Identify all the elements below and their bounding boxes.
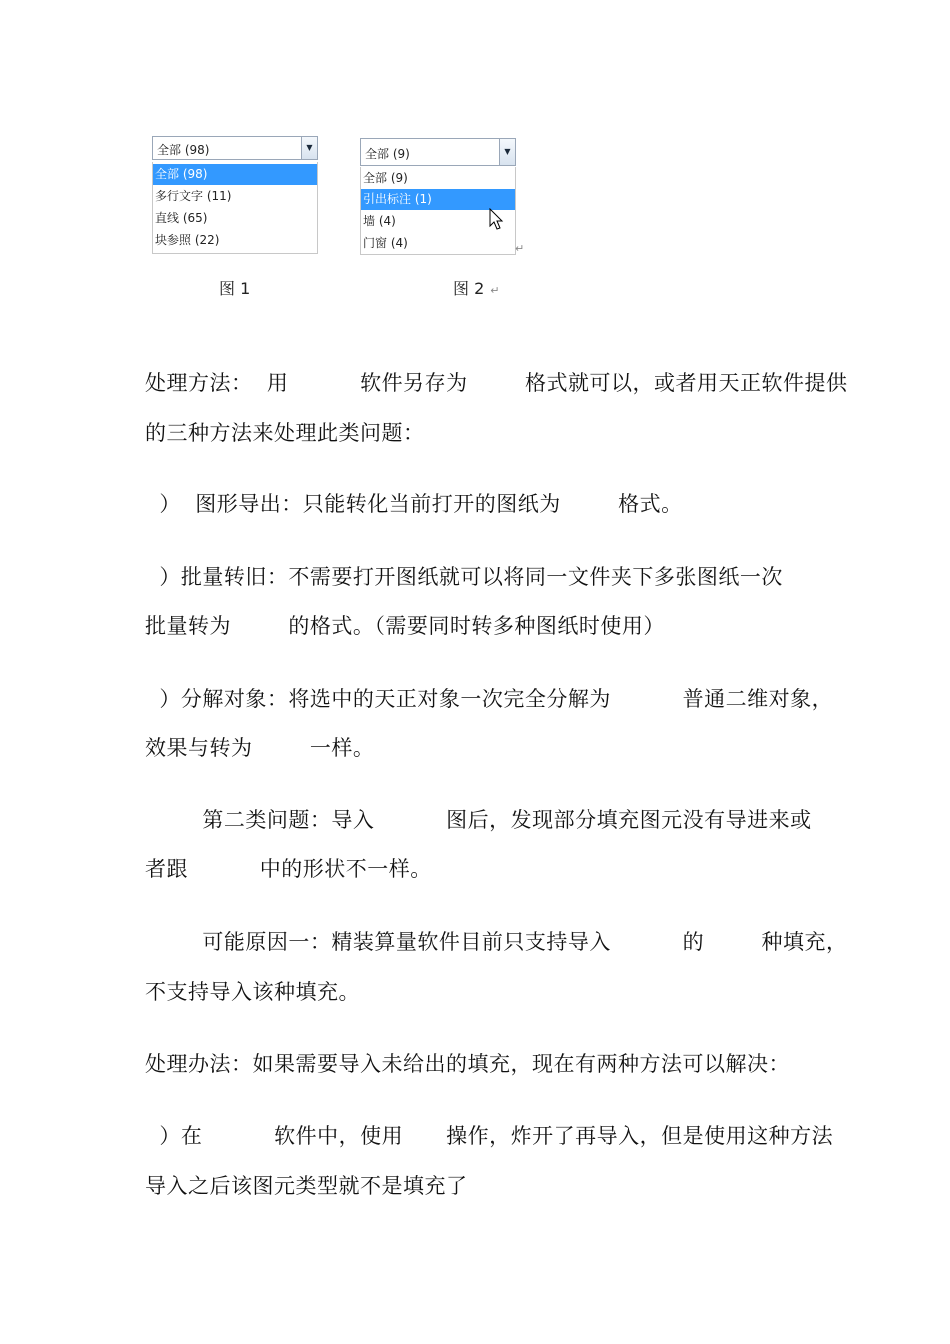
figure-2-option[interactable]: 墙 (4) [363, 214, 396, 228]
figure-2-option[interactable]: 全部 (9) [363, 171, 408, 185]
figure-1-combo-value: 全部 (98) [157, 143, 210, 157]
figure-1-option[interactable]: 全部 (98) [153, 164, 317, 185]
body-line: 者跟 中的形状不一样。 [145, 857, 432, 881]
figure-2-caption [453, 276, 500, 299]
figure-2-option[interactable]: 引出标注 (1) [361, 189, 515, 210]
body-line: 的三种方法来处理此类问题： [145, 421, 425, 445]
figure-2-combo-value: 全部 (9) [365, 147, 410, 161]
body-line: 效果与转为 一样。 [145, 736, 375, 760]
body-line: ）批量转旧：不需要打开图纸就可以将同一文件夹下多张图纸一次 [145, 565, 783, 589]
figure-2-option[interactable]: 门窗 (4) [363, 236, 408, 250]
body-line: 不支持导入该种填充。 [145, 980, 360, 1004]
body-line: ）在 软件中，使用 操作，炸开了再导入，但是使用这种方法 [145, 1124, 834, 1148]
figure-1-dropdown [152, 162, 318, 254]
figure-2 [360, 138, 528, 258]
figure-2-caption-text: 图 2 [453, 279, 485, 298]
body-line: 可能原因一：精装算量软件目前只支持导入 的 种填充， [145, 930, 848, 954]
return-mark-icon: ↵ [515, 242, 525, 255]
chevron-down-icon[interactable]: ▼ [301, 137, 317, 159]
body-line: 导入之后该图元类型就不是填充了 [145, 1174, 468, 1198]
body-line: 处理办法：如果需要导入未给出的填充，现在有两种方法可以解决： [145, 1052, 790, 1076]
body-line: ） 图形导出：只能转化当前打开的图纸为 格式。 [145, 492, 683, 516]
chevron-down-icon[interactable]: ▼ [499, 139, 515, 165]
return-mark-icon: ↵ [490, 284, 500, 297]
body-line: 处理方法： 用 软件另存为 格式就可以，或者用天正软件提供 [145, 371, 848, 395]
figure-1-option[interactable]: 直线 (65) [155, 211, 208, 225]
figure-1-caption: 图 1 [219, 279, 251, 298]
figure-1-option[interactable]: 多行文字 (11) [155, 189, 232, 203]
mouse-pointer-icon [489, 208, 505, 232]
figure-1 [152, 136, 320, 256]
body-line: ）分解对象：将选中的天正对象一次完全分解为 普通二维对象， [145, 687, 834, 711]
figure-2-combo[interactable] [360, 138, 516, 166]
body-line: 第二类问题：导入 图后，发现部分填充图元没有导进来或 [145, 808, 812, 832]
figure-1-combo[interactable] [152, 136, 318, 160]
figure-1-option[interactable]: 块参照 (22) [155, 233, 220, 247]
body-line: 批量转为 的格式。（需要同时转多种图纸时使用） [145, 614, 665, 638]
